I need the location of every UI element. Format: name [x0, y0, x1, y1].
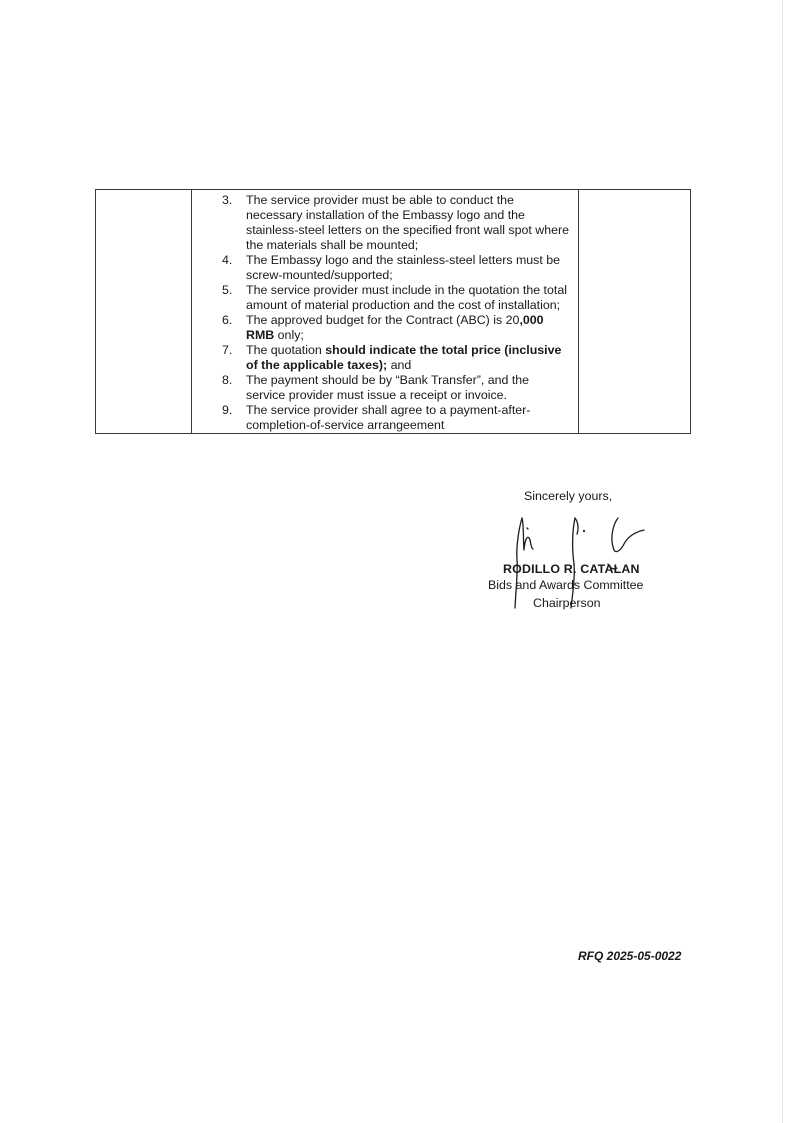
- text-segment: The service provider must include in the quotation the total amount of material production and the cost of installation;: [246, 283, 567, 312]
- list-item-text: [246, 373, 570, 403]
- bold-text: ,000 RMB: [246, 313, 544, 342]
- text-segment: and: [387, 358, 412, 372]
- text-segment: The service provider must be able to conduct the necessary installation of the Embassy logo and the stainless-steel letters on the specified front wall spot where the materials shall be mounted;: [246, 193, 570, 252]
- text-segment: only;: [274, 328, 304, 342]
- list-item-text: [246, 343, 570, 373]
- list-item-text: [246, 283, 570, 313]
- list-item-number: 5.: [222, 283, 233, 297]
- table-cell-left: [96, 190, 192, 434]
- reference-number: RFQ 2025-05-0022: [578, 949, 682, 963]
- table-cell-requirements: [192, 190, 579, 434]
- text-segment: The payment should be by “Bank Transfer”, and the service provider must issue a receipt or invoice.: [246, 373, 530, 402]
- list-item: [222, 313, 570, 343]
- requirements-list: [192, 190, 578, 433]
- bold-text: should indicate the total price (inclusive of the applicable taxes);: [246, 343, 562, 372]
- list-item: [222, 343, 570, 373]
- list-item-number: 4.: [222, 253, 233, 267]
- list-item: [222, 253, 570, 283]
- page-edge: [782, 0, 783, 1123]
- list-item-text: [246, 313, 570, 343]
- signatory-role: Bids and Awards Committee: [488, 578, 644, 592]
- signatory-title: Chairperson: [533, 596, 601, 610]
- list-item: [222, 283, 570, 313]
- text-segment: The approved budget for the Contract (ABC) is 20: [246, 313, 520, 327]
- signature-block: [486, 508, 666, 613]
- text-segment: The quotation: [246, 343, 326, 357]
- table-cell-right: [579, 190, 691, 434]
- text-segment: The Embassy logo and the stainless-steel letters must be screw-mounted/supported;: [246, 253, 561, 282]
- list-item: [222, 403, 570, 433]
- list-item: [222, 193, 570, 253]
- table-row: [96, 190, 691, 434]
- requirements-table: [95, 189, 691, 434]
- list-item-number: 6.: [222, 313, 233, 327]
- list-item-text: [246, 193, 570, 253]
- closing-text: Sincerely yours,: [524, 489, 613, 503]
- list-item-text: [246, 403, 570, 433]
- list-item-number: 7.: [222, 343, 233, 357]
- list-item-number: 8.: [222, 373, 233, 387]
- list-item-text: [246, 253, 570, 283]
- list-item-number: 9.: [222, 403, 233, 417]
- list-item-number: 3.: [222, 193, 233, 207]
- signatory-name: RODILLO R. CATALAN: [503, 562, 640, 576]
- list-item: [222, 373, 570, 403]
- text-segment: The service provider shall agree to a payment-after-completion-of-service arrangeement: [246, 403, 531, 432]
